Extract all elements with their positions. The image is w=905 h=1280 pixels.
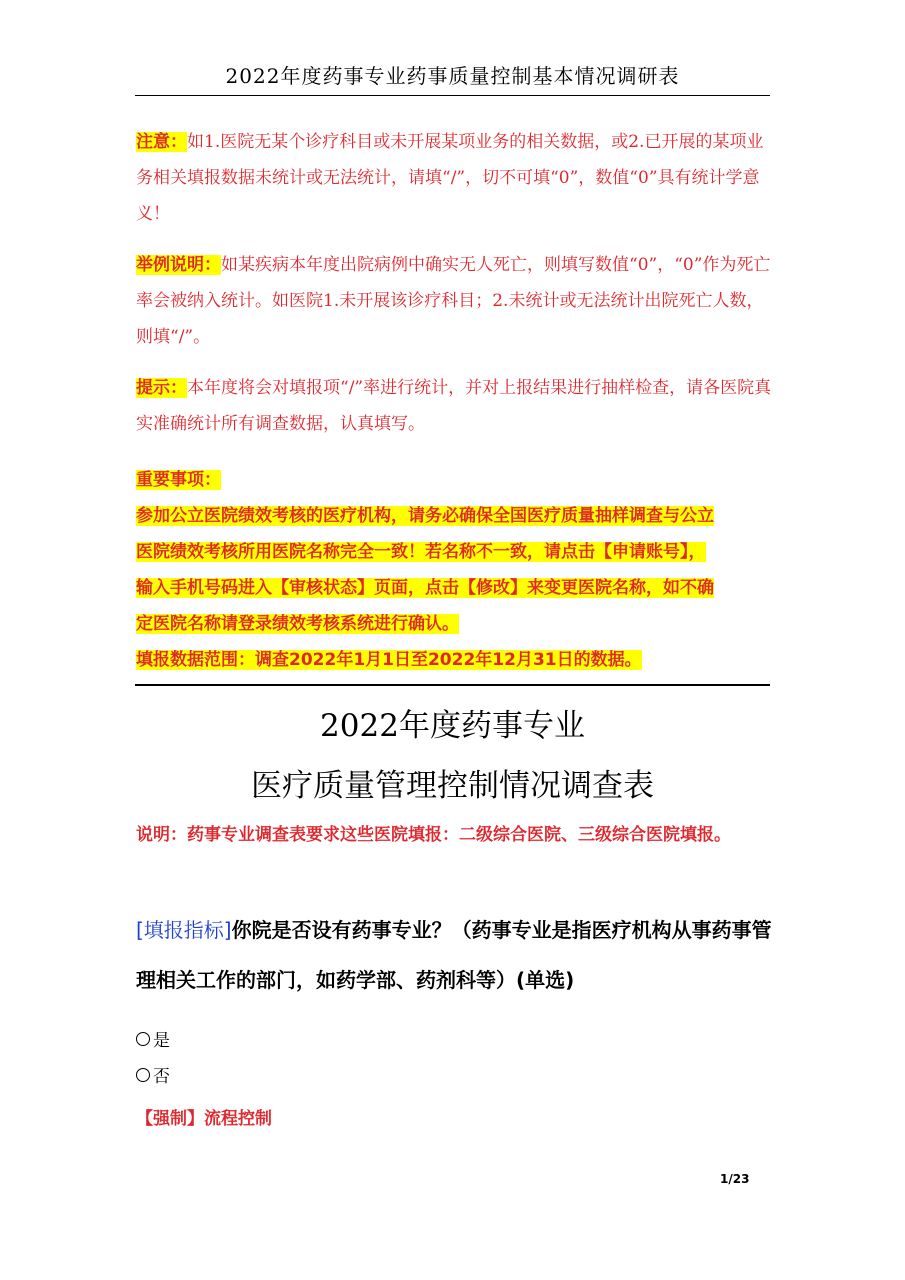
important-line: 参加公立医院绩效考核的医疗机构，请务必确保全国医疗质量抽样调查与公立 [136, 506, 714, 526]
page-header: 2022年度药事专业药事质量控制基本情况调研表 [225, 64, 680, 88]
radio-icon[interactable] [136, 1032, 150, 1046]
notice-paragraph [136, 124, 776, 232]
tip-label: 提示： [136, 378, 187, 398]
form-title-line1: 2022年度药事专业 [320, 708, 585, 744]
important-line: 医院绩效考核所用医院名称完全一致！若名称不一致，请点击【申请账号】， [136, 542, 706, 562]
option-no[interactable] [136, 1062, 170, 1087]
important-line: 输入手机号码进入【审核状态】页面，点击【修改】来变更医院名称，如不确 [136, 578, 714, 598]
option-label: 是 [153, 1031, 170, 1051]
important-section [136, 462, 776, 678]
question-tag: [填报指标] [136, 918, 232, 942]
notice-label: 注意： [136, 132, 187, 152]
page-number: 1/23 [720, 1172, 750, 1186]
radio-icon[interactable] [136, 1068, 150, 1082]
form-title-line2: 医疗质量管理控制情况调查表 [251, 768, 654, 804]
forced-flow-control: 【强制】流程控制 [136, 1109, 272, 1129]
option-yes[interactable] [136, 1026, 170, 1051]
notice-text: 如1.医院无某个诊疗科目或未开展某项业务的相关数据，或2.已开展的某项业务相关填报数据未统计或无法统计，请填“/”，切不可填“0”，数值“0”具有统计学意义！ [136, 132, 764, 224]
important-label: 重要事项： [136, 470, 221, 490]
option-label: 否 [153, 1067, 170, 1087]
example-label: 举例说明： [136, 255, 221, 275]
important-line: 定医院名称请登录绩效考核系统进行确认。 [136, 614, 459, 634]
example-paragraph [136, 247, 776, 355]
tip-text: 本年度将会对填报项“/”率进行统计，并对上报结果进行抽样检查，请各医院真实准确统计所有调查数据，认真填写。 [136, 378, 772, 434]
form-note: 说明：药事专业调查表要求这些医院填报：二级综合医院、三级综合医院填报。 [136, 825, 731, 845]
header-divider [135, 95, 770, 96]
section-divider [135, 684, 770, 686]
question [136, 905, 776, 1005]
example-text: 如某疾病本年度出院病例中确实无人死亡，则填写数值“0”，“0”作为死亡率会被纳入统计。如医院1.未开展该诊疗科目；2.未统计或无法统计出院死亡人数，则填“/”。 [136, 255, 771, 347]
tip-paragraph [136, 370, 776, 442]
data-range: 填报数据范围：调查2022年1月1日至2022年12月31日的数据。 [136, 650, 642, 670]
question-text: 你院是否设有药事专业？（药事专业是指医疗机构从事药事管理相关工作的部门，如药学部、药剂科等）(单选) [136, 918, 772, 992]
